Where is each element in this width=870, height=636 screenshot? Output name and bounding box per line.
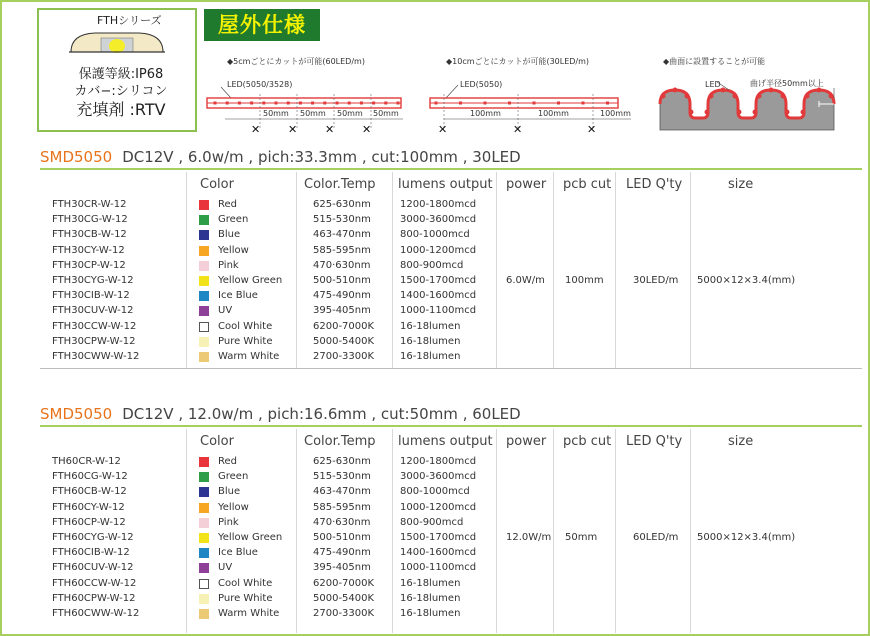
color-temp: 6200-7000K (313, 577, 375, 589)
color-temp: 463-470nm (313, 486, 371, 498)
diagram-curved-radius-label: 曲げ半径50mm以上 (750, 79, 824, 88)
column-divider (615, 429, 616, 633)
color-temp: 470·630nm (313, 259, 371, 271)
color-swatch (199, 291, 209, 301)
color-swatch (199, 322, 209, 332)
color-name: UV (218, 562, 233, 574)
model-number: FTH60CB-W-12 (52, 486, 127, 498)
lumens-output: 800-900mcd (400, 259, 464, 271)
spec-line: カバ−:シリコン (74, 84, 168, 99)
column-divider (615, 172, 616, 368)
color-name: Red (218, 456, 237, 467)
diagram-curved-led-label: LED (705, 80, 721, 89)
diagram-curved-caption: ◆曲面に設置することが可能 (663, 57, 766, 66)
svg-text:✕: ✕ (513, 123, 523, 136)
color-swatch (199, 215, 209, 225)
led-dot (311, 102, 314, 105)
color-name: Green (218, 471, 249, 483)
lumens-output: 800-1000mcd (400, 229, 470, 241)
section-2-title (40, 405, 521, 423)
color-name: Ice Blue (218, 547, 258, 559)
lumens-output: 16-18lumen (400, 608, 461, 619)
model-number: FTH30CWW-W-12 (52, 351, 140, 362)
section-1-title (40, 148, 521, 166)
pcb-cut-value: 50mm (565, 532, 598, 543)
led-dot (323, 102, 326, 105)
product-series-name: FTHシリーズ (97, 14, 162, 27)
outdoor-badge: 屋外仕様 (204, 9, 320, 41)
lumens-output: 16-18lumen (400, 577, 461, 589)
model-number: FTH60CCW-W-12 (52, 577, 137, 589)
diagram-60led-dim-3: 50mm (337, 109, 363, 118)
color-name: Pure White (218, 335, 273, 347)
model-number: FTH60CPW-W-12 (52, 592, 136, 604)
size-value: 5000×12×3.4(mm) (697, 532, 796, 543)
led-dot (397, 102, 400, 105)
led-dot (250, 102, 253, 105)
led-dot (299, 102, 302, 105)
curved-surface-illustration (655, 52, 860, 136)
color-name: Pink (218, 259, 239, 271)
column-divider (296, 172, 297, 368)
led-dot (582, 102, 585, 105)
lumens-output: 3000-3600mcd (400, 471, 477, 483)
column-header: Color (200, 434, 234, 449)
lumens-output: 1000-1100mcd (400, 562, 477, 574)
diagram-60led-caption: ◆5cmごとにカットが可能(60LED/m) (227, 57, 365, 66)
color-name: Pure White (218, 592, 273, 604)
color-swatch (199, 200, 209, 210)
led-dot (214, 102, 217, 105)
lumens-output: 16-18lumen (400, 592, 461, 604)
model-number: FTH30CIB-W-12 (52, 290, 130, 302)
led-dot (226, 102, 229, 105)
diagram-60led-led-label: LED(5050/3528) (227, 80, 293, 89)
led-dot (508, 102, 511, 105)
model-number: FTH60CUV-W-12 (52, 562, 134, 574)
color-swatch (199, 548, 209, 558)
color-name: Blue (218, 229, 241, 241)
color-temp: 585-595nm (313, 501, 371, 513)
color-swatch (199, 352, 209, 362)
color-name: Pink (218, 516, 239, 528)
color-swatch (199, 518, 209, 528)
column-header: LED Q'ty (626, 434, 683, 449)
lumens-output: 1200-1800mcd (400, 199, 477, 210)
column-divider (496, 429, 497, 633)
power-value: 12.0W/m (506, 532, 552, 543)
model-number: FTH30CCW-W-12 (52, 320, 137, 332)
color-temp: 2700-3300K (313, 351, 375, 362)
model-number: FTH60CIB-W-12 (52, 547, 130, 559)
led-dot (287, 102, 290, 105)
pcb-cut-value: 100mm (565, 275, 604, 286)
lumens-output: 1200-1800mcd (400, 456, 477, 467)
led-dot (275, 102, 278, 105)
column-header: pcb cut (563, 434, 612, 449)
spec-list (63, 66, 179, 119)
led-dot (372, 102, 375, 105)
strip-cross-section-icon (39, 24, 195, 64)
diagram-30led (428, 52, 638, 136)
color-temp: 475-490nm (313, 290, 371, 302)
column-header: Color (200, 177, 234, 192)
column-header: pcb cut (563, 177, 612, 192)
color-temp: 395-405nm (313, 305, 371, 317)
led-dot (336, 102, 339, 105)
column-header: Color.Temp (304, 177, 376, 192)
model-number: FTH60CG-W-12 (52, 471, 128, 483)
model-number: FTH60CP-W-12 (52, 516, 126, 528)
column-divider (690, 172, 691, 368)
color-name: UV (218, 305, 233, 317)
color-temp: 515-530nm (313, 471, 371, 483)
size-value: 5000×12×3.4(mm) (697, 275, 796, 286)
color-swatch (199, 276, 209, 286)
color-temp: 2700-3300K (313, 608, 375, 619)
spec-section-2 (0, 405, 866, 635)
spec-section-1 (0, 148, 866, 378)
column-divider (392, 172, 393, 368)
color-temp: 515-530nm (313, 214, 371, 226)
lumens-output: 1000-1200mcd (400, 501, 477, 513)
color-swatch (199, 503, 209, 513)
svg-text:✕: ✕ (438, 123, 448, 136)
power-value: 6.0W/m (506, 275, 545, 286)
color-temp: 475-490nm (313, 547, 371, 559)
color-name: Yellow (218, 501, 249, 513)
led-dot (262, 102, 265, 105)
column-header: power (506, 177, 547, 192)
color-swatch (199, 609, 209, 619)
color-temp: 625-630nm (313, 456, 371, 467)
model-number: FTH30CYG-W-12 (52, 275, 134, 286)
diagram-60led-dim-1: 50mm (263, 109, 289, 118)
diagram-30led-caption: ◆10cmごとにカットが可能(30LED/m) (446, 57, 590, 66)
diagram-60led (205, 52, 410, 136)
color-swatch (199, 230, 209, 240)
lumens-output: 1500-1700mcd (400, 532, 477, 543)
color-name: Blue (218, 486, 241, 498)
color-swatch (199, 563, 209, 573)
svg-text:✕: ✕ (288, 123, 298, 136)
color-swatch (199, 457, 209, 467)
color-temp: 500-510nm (313, 532, 371, 543)
strip-diagram-60led (205, 52, 410, 136)
section-2-spec: DC12V , 12.0w/m , pich:16.6mm , cut:50mm , 60LED (122, 405, 521, 423)
lumens-output: 1500-1700mcd (400, 275, 477, 286)
color-name: Cool White (218, 577, 273, 589)
lumens-output: 1000-1100mcd (400, 305, 477, 317)
column-divider (690, 429, 691, 633)
color-swatch (199, 487, 209, 497)
led-dot (459, 102, 462, 105)
model-number: TH60CR-W-12 (52, 456, 121, 467)
color-name: Yellow Green (218, 532, 283, 543)
color-swatch (199, 533, 209, 543)
color-temp: 463-470nm (313, 229, 371, 241)
color-name: Warm White (218, 608, 280, 619)
svg-text:✕: ✕ (362, 123, 372, 136)
svg-text:✕: ✕ (587, 123, 597, 136)
led-dot (606, 102, 609, 105)
diagram-60led-dim-2: 50mm (300, 109, 326, 118)
column-header: Color.Temp (304, 434, 376, 449)
color-temp: 585-595nm (313, 244, 371, 256)
section-1-code: SMD5050 (40, 148, 113, 166)
led-qty-value: 30LED/m (633, 275, 679, 286)
color-name: Ice Blue (218, 290, 258, 302)
color-name: Warm White (218, 351, 280, 362)
model-number: FTH60CY-W-12 (52, 501, 125, 513)
led-dot (557, 102, 560, 105)
section-1-spec: DC12V , 6.0w/m , pich:33.3mm , cut:100mm , 30LED (122, 148, 521, 166)
column-header: lumens output (398, 177, 493, 192)
color-name: Yellow (218, 244, 249, 256)
color-temp: 5000-5400K (313, 335, 375, 347)
diagram-curved (655, 52, 860, 136)
model-number: FTH30CG-W-12 (52, 214, 128, 226)
column-header: lumens output (398, 434, 493, 449)
model-number: FTH30CPW-W-12 (52, 335, 136, 347)
svg-text:✕: ✕ (251, 123, 261, 136)
lumens-output: 3000-3600mcd (400, 214, 477, 226)
lumens-output: 1400-1600mcd (400, 290, 477, 302)
model-number: FTH60CWW-W-12 (52, 608, 140, 619)
led-dot (348, 102, 351, 105)
column-divider (496, 172, 497, 368)
model-number: FTH30CY-W-12 (52, 244, 125, 256)
svg-text:✕: ✕ (325, 123, 335, 136)
strip-diagram-30led (428, 52, 638, 136)
color-temp: 6200-7000K (313, 320, 375, 332)
column-divider (186, 429, 187, 633)
led-dot (435, 102, 438, 105)
lumens-output: 800-900mcd (400, 516, 464, 528)
model-number: FTH30CR-W-12 (52, 199, 127, 210)
section-2-code: SMD5050 (40, 405, 113, 423)
spec-line: 充填剤 :RTV (76, 100, 166, 119)
diagram-30led-dim-2: 100mm (538, 109, 569, 118)
model-number: FTH60CYG-W-12 (52, 532, 134, 543)
model-number: FTH30CP-W-12 (52, 259, 126, 271)
color-name: Yellow Green (218, 275, 283, 286)
lumens-output: 1400-1600mcd (400, 547, 477, 559)
model-number: FTH30CB-W-12 (52, 229, 127, 241)
model-number: FTH30CUV-W-12 (52, 305, 134, 317)
column-header: size (728, 434, 754, 449)
color-name: Red (218, 199, 237, 210)
color-name: Cool White (218, 320, 273, 332)
column-divider (186, 172, 187, 368)
color-temp: 500-510nm (313, 275, 371, 286)
diagram-30led-dim-3: 100mm (600, 109, 631, 118)
column-header: size (728, 177, 754, 192)
color-temp: 625-630nm (313, 199, 371, 210)
diagram-30led-dim-1: 100mm (470, 109, 501, 118)
column-divider (553, 172, 554, 368)
lumens-output: 800-1000mcd (400, 486, 470, 498)
led-dot (484, 102, 487, 105)
diagram-30led-led-label: LED(5050) (460, 80, 503, 89)
led-dot (238, 102, 241, 105)
led-dot (384, 102, 387, 105)
color-temp: 395-405nm (313, 562, 371, 574)
color-swatch (199, 579, 209, 589)
product-box (37, 8, 197, 132)
color-temp: 5000-5400K (313, 592, 375, 604)
section-1-rule (40, 168, 862, 170)
led-qty-value: 60LED/m (633, 532, 679, 543)
color-swatch (199, 261, 209, 271)
diagram-60led-dim-4: 50mm (373, 109, 399, 118)
color-swatch (199, 337, 209, 347)
color-temp: 470·630nm (313, 516, 371, 528)
lumens-output: 1000-1200mcd (400, 244, 477, 256)
color-swatch (199, 472, 209, 482)
column-divider (553, 429, 554, 633)
column-header: LED Q'ty (626, 177, 683, 192)
led-dot (360, 102, 363, 105)
lumens-output: 16-18lumen (400, 335, 461, 347)
color-swatch (199, 306, 209, 316)
column-divider (296, 429, 297, 633)
color-name: Green (218, 214, 249, 226)
color-swatch (199, 246, 209, 256)
column-divider (392, 429, 393, 633)
color-swatch (199, 594, 209, 604)
lumens-output: 16-18lumen (400, 320, 461, 332)
lumens-output: 16-18lumen (400, 351, 461, 362)
spec-line: 保護等級:IP68 (78, 67, 164, 82)
led-dot (533, 102, 536, 105)
section-1-bottom-rule (40, 368, 862, 369)
section-2-rule (40, 425, 862, 427)
column-header: power (506, 434, 547, 449)
